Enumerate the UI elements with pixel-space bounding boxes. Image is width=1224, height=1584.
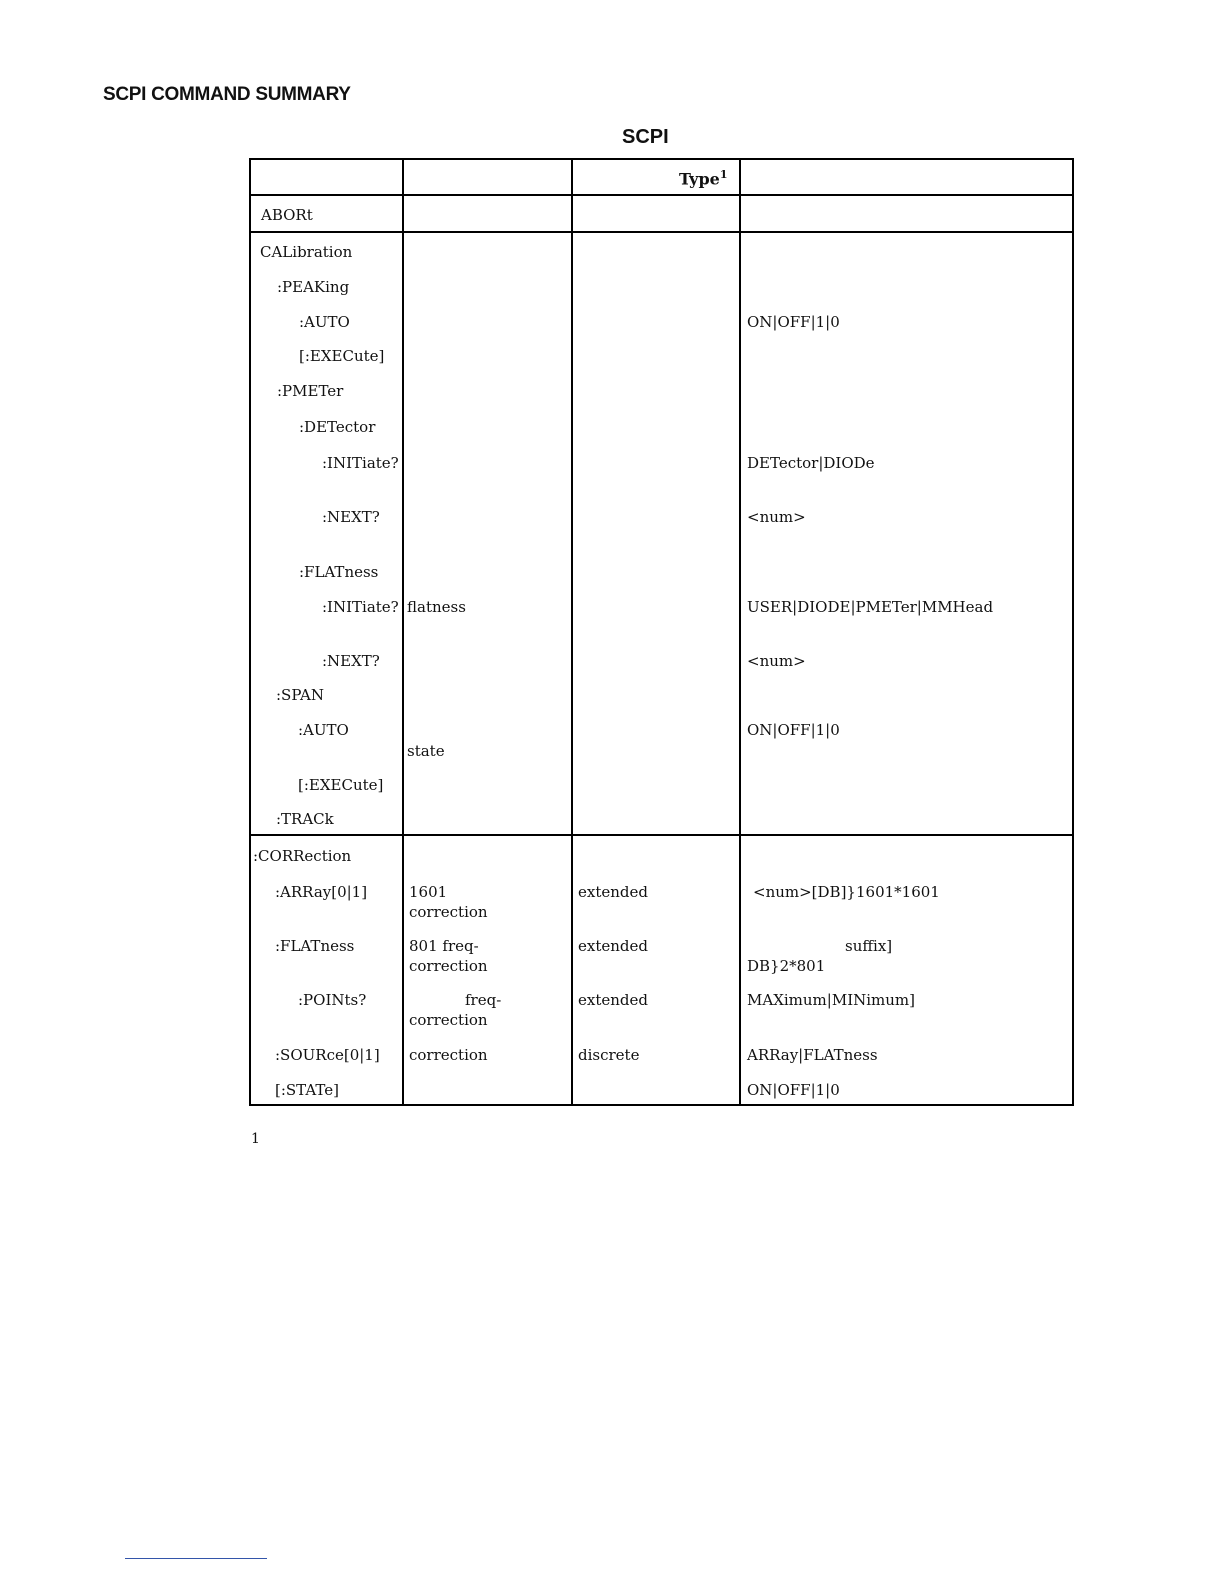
type-cell: extended bbox=[578, 883, 648, 901]
command-cell: CALibration bbox=[260, 243, 353, 261]
command-cell: :INITiate? bbox=[322, 598, 399, 616]
table-border-left bbox=[249, 158, 251, 1106]
command-cell: :SOURce[0|1] bbox=[275, 1046, 380, 1064]
params-cell: DB}2*801 bbox=[747, 957, 826, 975]
section-title: SCPI COMMAND SUMMARY bbox=[103, 84, 351, 105]
table-rule-top bbox=[249, 158, 1074, 160]
description-cell: freq- bbox=[465, 991, 502, 1009]
table-col-divider-1 bbox=[402, 158, 404, 1106]
description-cell: correction bbox=[409, 903, 488, 921]
params-cell: ON|OFF|1|0 bbox=[747, 313, 840, 331]
command-cell: :FLATness bbox=[275, 937, 355, 955]
command-cell: :CORRection bbox=[253, 847, 352, 865]
table-rule-header bbox=[249, 194, 1074, 196]
table-title: SCPI bbox=[622, 126, 669, 148]
command-cell: :ARRay[0|1] bbox=[275, 883, 368, 901]
command-cell: :PEAKing bbox=[277, 278, 350, 296]
params-cell: ON|OFF|1|0 bbox=[747, 721, 840, 739]
table-col-divider-3 bbox=[739, 158, 741, 1106]
command-cell: :FLATness bbox=[299, 563, 379, 581]
command-cell: :NEXT? bbox=[322, 508, 380, 526]
type-cell: extended bbox=[578, 937, 648, 955]
command-cell: :SPAN bbox=[276, 686, 325, 704]
command-table bbox=[249, 158, 1074, 1106]
description-cell: 801 freq- bbox=[409, 937, 479, 955]
command-cell: :TRACk bbox=[276, 810, 334, 828]
command-cell: :POINts? bbox=[298, 991, 367, 1009]
command-cell: :PMETer bbox=[277, 382, 344, 400]
command-cell: [:EXECute] bbox=[298, 776, 384, 794]
description-cell: correction bbox=[409, 957, 488, 975]
table-rule-abort bbox=[249, 231, 1074, 233]
command-cell: :NEXT? bbox=[322, 652, 380, 670]
table-rule-cal bbox=[249, 834, 1074, 836]
footer-rule bbox=[125, 1558, 267, 1559]
command-cell: [:EXECute] bbox=[299, 347, 385, 365]
command-cell: [:STATe] bbox=[275, 1081, 339, 1099]
command-cell: :INITiate? bbox=[322, 454, 399, 472]
type-cell: discrete bbox=[578, 1046, 640, 1064]
params-cell: MAXimum|MINimum] bbox=[747, 991, 915, 1009]
params-cell: <num> bbox=[747, 508, 806, 526]
column-header-type: Type$^1$ bbox=[679, 168, 728, 189]
command-cell: :AUTO bbox=[299, 313, 350, 331]
description-cell: correction bbox=[409, 1046, 488, 1064]
description-cell: flatness bbox=[407, 598, 466, 616]
table-col-divider-2 bbox=[571, 158, 573, 1106]
params-cell: USER|DIODE|PMETer|MMHead bbox=[747, 598, 994, 616]
params-cell: <num>[DB]}1601*1601 bbox=[753, 883, 940, 901]
command-cell: :DETector bbox=[299, 418, 376, 436]
params-cell: ARRay|FLATness bbox=[747, 1046, 878, 1064]
params-cell: ON|OFF|1|0 bbox=[747, 1081, 840, 1099]
footnote-marker: 1 bbox=[251, 1131, 260, 1147]
description-cell: correction bbox=[409, 1011, 488, 1029]
params-cell: DETector|DIODe bbox=[747, 454, 875, 472]
description-cell: 1601 bbox=[409, 883, 448, 901]
params-cell: <num> bbox=[747, 652, 806, 670]
table-rule-bottom bbox=[249, 1104, 1074, 1106]
table-border-right bbox=[1072, 158, 1074, 1106]
command-cell: :AUTO bbox=[298, 721, 349, 739]
params-cell: suffix] bbox=[845, 937, 893, 955]
type-cell: extended bbox=[578, 991, 648, 1009]
description-cell: state bbox=[407, 742, 445, 760]
command-cell: ABORt bbox=[261, 206, 313, 224]
